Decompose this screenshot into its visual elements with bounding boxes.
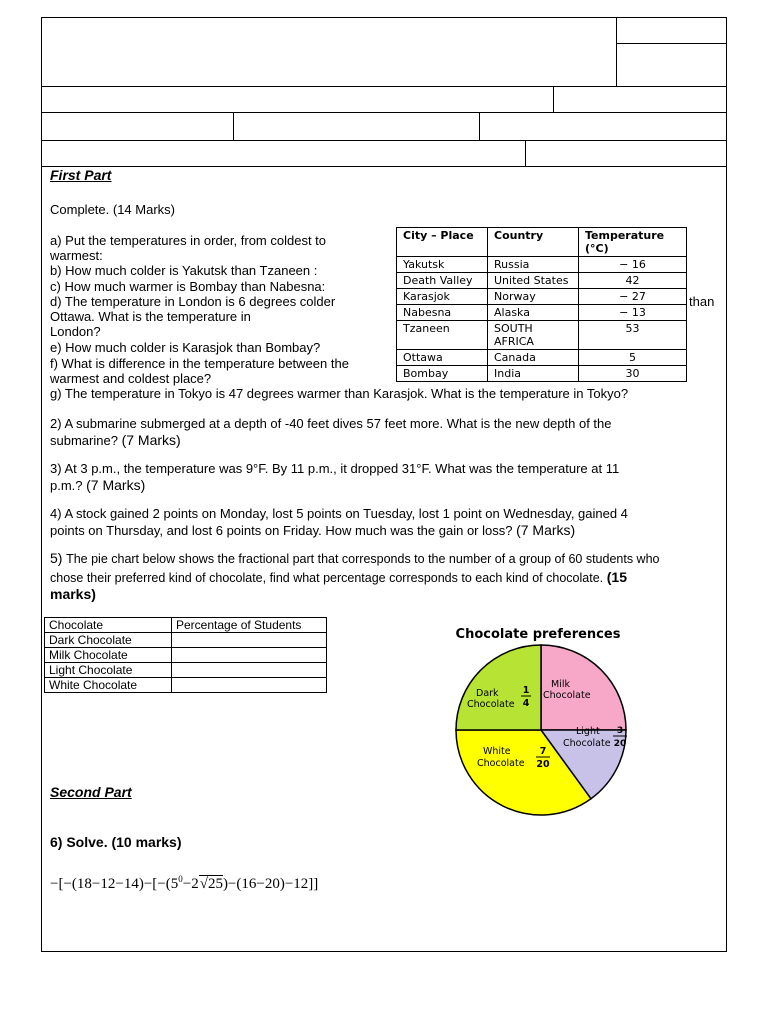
header-cell-right — [616, 17, 727, 44]
country-cell: Alaska — [488, 305, 579, 321]
q6-expr-part-b: −2 — [182, 876, 199, 892]
country-cell: SOUTH AFRICA — [488, 321, 579, 350]
q1-c: c) How much warmer is Bombay than Nabesna: — [50, 279, 326, 294]
city-cell: Yakutsk — [397, 257, 488, 273]
table-row — [397, 273, 687, 289]
table-row — [397, 321, 687, 350]
table-row — [45, 663, 327, 678]
slice-label-white-line1: White — [483, 746, 511, 757]
q5-marks-2: marks) — [50, 586, 96, 602]
q1-e: e) How much colder is Karasjok than Bombay? — [50, 340, 321, 355]
header-percentage: Percentage of Students — [172, 618, 327, 633]
country-cell: Russia — [488, 257, 579, 273]
slice-label-light-line2: Chocolate — [563, 738, 611, 749]
info-field-2[interactable] — [233, 112, 480, 141]
q6-title: 6) Solve. (10 marks) — [50, 834, 182, 850]
slice-label-light-line1: Light — [576, 726, 600, 737]
q3-line2: p.m.? — [50, 478, 83, 493]
q1-d-line3: London? — [50, 324, 101, 339]
second-part-heading: Second Part — [50, 784, 132, 800]
header-chocolate: Chocolate — [45, 618, 172, 633]
temperature-table — [396, 227, 687, 382]
q6-expr-exponent: 0 — [178, 874, 183, 884]
country-cell: India — [488, 366, 579, 382]
city-cell: Karasjok — [397, 289, 488, 305]
chocolate-pie-chart — [430, 620, 650, 820]
q5-line2: chose their preferred kind of chocolate, find what percentage corresponds to each kind of chocolate. — [50, 571, 604, 585]
temperature-cell: − 27 — [579, 289, 687, 305]
header-country: Country — [488, 228, 579, 257]
table-row — [45, 678, 327, 693]
q5-line2-wrap — [50, 570, 627, 586]
slice-label-milk-line2: Chocolate — [543, 690, 591, 701]
q6-expr-sqrt: √25 — [199, 876, 223, 892]
q1-d-line1: d) The temperature in London is 6 degrees colder — [50, 294, 336, 309]
chocolate-name-cell: Dark Chocolate — [45, 633, 172, 648]
name-field[interactable] — [41, 86, 554, 113]
table-row — [397, 257, 687, 273]
q2-line1: 2) A submarine submerged at a depth of -40 feet dives 57 feet more. What is the new depth of the — [50, 416, 612, 431]
q5-marks-1: (15 — [606, 569, 627, 585]
q1-f-line2: warmest and coldest place? — [50, 371, 212, 386]
q3-marks: (7 Marks) — [86, 477, 146, 493]
q5-number: 5) — [50, 550, 63, 566]
city-cell: Ottawa — [397, 350, 488, 366]
q3-line1: 3) At 3 p.m., the temperature was 9°F. By 11 p.m., it dropped 31°F. What was the temperature at 11 — [50, 461, 620, 476]
info-field-5[interactable] — [525, 140, 727, 167]
chocolate-name-cell: Milk Chocolate — [45, 648, 172, 663]
table-row — [397, 289, 687, 305]
city-cell: Nabesna — [397, 305, 488, 321]
q1-d-than: than — [689, 294, 715, 309]
q1-intro: Complete. (14 Marks) — [50, 202, 175, 217]
white-fraction-num: 7 — [539, 746, 547, 757]
slice-label-milk-line1: Milk — [551, 679, 570, 690]
dark-fraction-num: 1 — [522, 685, 530, 696]
city-cell: Tzaneen — [397, 321, 488, 350]
first-part-heading: First Part — [50, 167, 112, 183]
country-cell: Norway — [488, 289, 579, 305]
q1-b: b) How much colder is Yakutsk than Tzaneen : — [50, 263, 318, 278]
q6-expr-root: 25 — [207, 876, 223, 892]
white-fraction-den: 20 — [536, 759, 550, 770]
chocolate-table — [44, 617, 327, 693]
q5-line1: The pie chart below shows the fractional part that corresponds to the number of a group of 60 students who — [66, 552, 660, 566]
temperature-cell: − 13 — [579, 305, 687, 321]
table-row — [397, 305, 687, 321]
country-cell: United States — [488, 273, 579, 289]
temperature-cell: 5 — [579, 350, 687, 366]
percentage-answer-cell[interactable] — [172, 633, 327, 648]
table-row — [45, 633, 327, 648]
q5-line1-wrap — [50, 551, 659, 567]
q2-line2-wrap — [50, 433, 181, 448]
pie-slices — [456, 645, 626, 815]
light-fraction-num: 3 — [616, 726, 624, 736]
temperature-cell: 30 — [579, 366, 687, 382]
q1-g: g) The temperature in Tokyo is 47 degrees warmer than Karasjok. What is the temperature in Tokyo? — [50, 386, 629, 401]
q6-expression — [50, 872, 318, 892]
temperature-cell: 42 — [579, 273, 687, 289]
info-field-3[interactable] — [479, 112, 727, 141]
country-cell: Canada — [488, 350, 579, 366]
q2-marks: (7 Marks) — [121, 432, 181, 448]
city-cell: Bombay — [397, 366, 488, 382]
percentage-answer-cell[interactable] — [172, 663, 327, 678]
dark-fraction-den: 4 — [522, 698, 530, 709]
info-field-1[interactable] — [41, 112, 234, 141]
q3-line2-wrap — [50, 478, 145, 493]
city-cell: Death Valley — [397, 273, 488, 289]
q4-marks: (7 Marks) — [516, 522, 576, 538]
header-city: City – Place — [397, 228, 488, 257]
q1-a-line1: a) Put the temperatures in order, from coldest to — [50, 233, 327, 248]
percentage-answer-cell[interactable] — [172, 678, 327, 693]
header-temperature: Temperature (°C) — [579, 228, 687, 257]
header-cell-right-lower — [616, 43, 727, 87]
chocolate-table-header — [45, 618, 327, 633]
q1-f-line1: f) What is difference in the temperature between the — [50, 356, 349, 371]
table-row — [397, 366, 687, 382]
table-row — [397, 350, 687, 366]
temperature-cell: 53 — [579, 321, 687, 350]
q4-line1: 4) A stock gained 2 points on Monday, lost 5 points on Tuesday, lost 1 point on Wednesday, gained 4 — [50, 506, 628, 521]
chart-title: Chocolate preferences — [455, 627, 621, 642]
q1-d-line2: Ottawa. What is the temperature in — [50, 309, 251, 324]
percentage-answer-cell[interactable] — [172, 648, 327, 663]
slice-label-dark-line2: Chocolate — [467, 699, 515, 710]
slice-label-dark-line1: Dark — [476, 688, 499, 699]
q6-expr-part-c: )−(16−20)−12]] — [222, 876, 319, 892]
q4-line2-wrap — [50, 523, 575, 538]
temperature-cell: − 16 — [579, 257, 687, 273]
q4-line2: points on Thursday, and lost 6 points on Friday. How much was the gain or loss? — [50, 523, 513, 538]
q2-line2: submarine? — [50, 433, 118, 448]
slice-label-white-line2: Chocolate — [477, 758, 525, 769]
temperature-table-header — [397, 228, 687, 257]
date-field[interactable] — [553, 86, 727, 113]
table-row — [45, 648, 327, 663]
q1-a-line2: warmest: — [50, 248, 103, 263]
chocolate-name-cell: Light Chocolate — [45, 663, 172, 678]
q6-expr-part-a: −[−(18−12−14)−[−(5 — [50, 876, 179, 892]
chocolate-name-cell: White Chocolate — [45, 678, 172, 693]
info-field-4[interactable] — [41, 140, 526, 167]
light-fraction-den: 20 — [613, 739, 627, 749]
